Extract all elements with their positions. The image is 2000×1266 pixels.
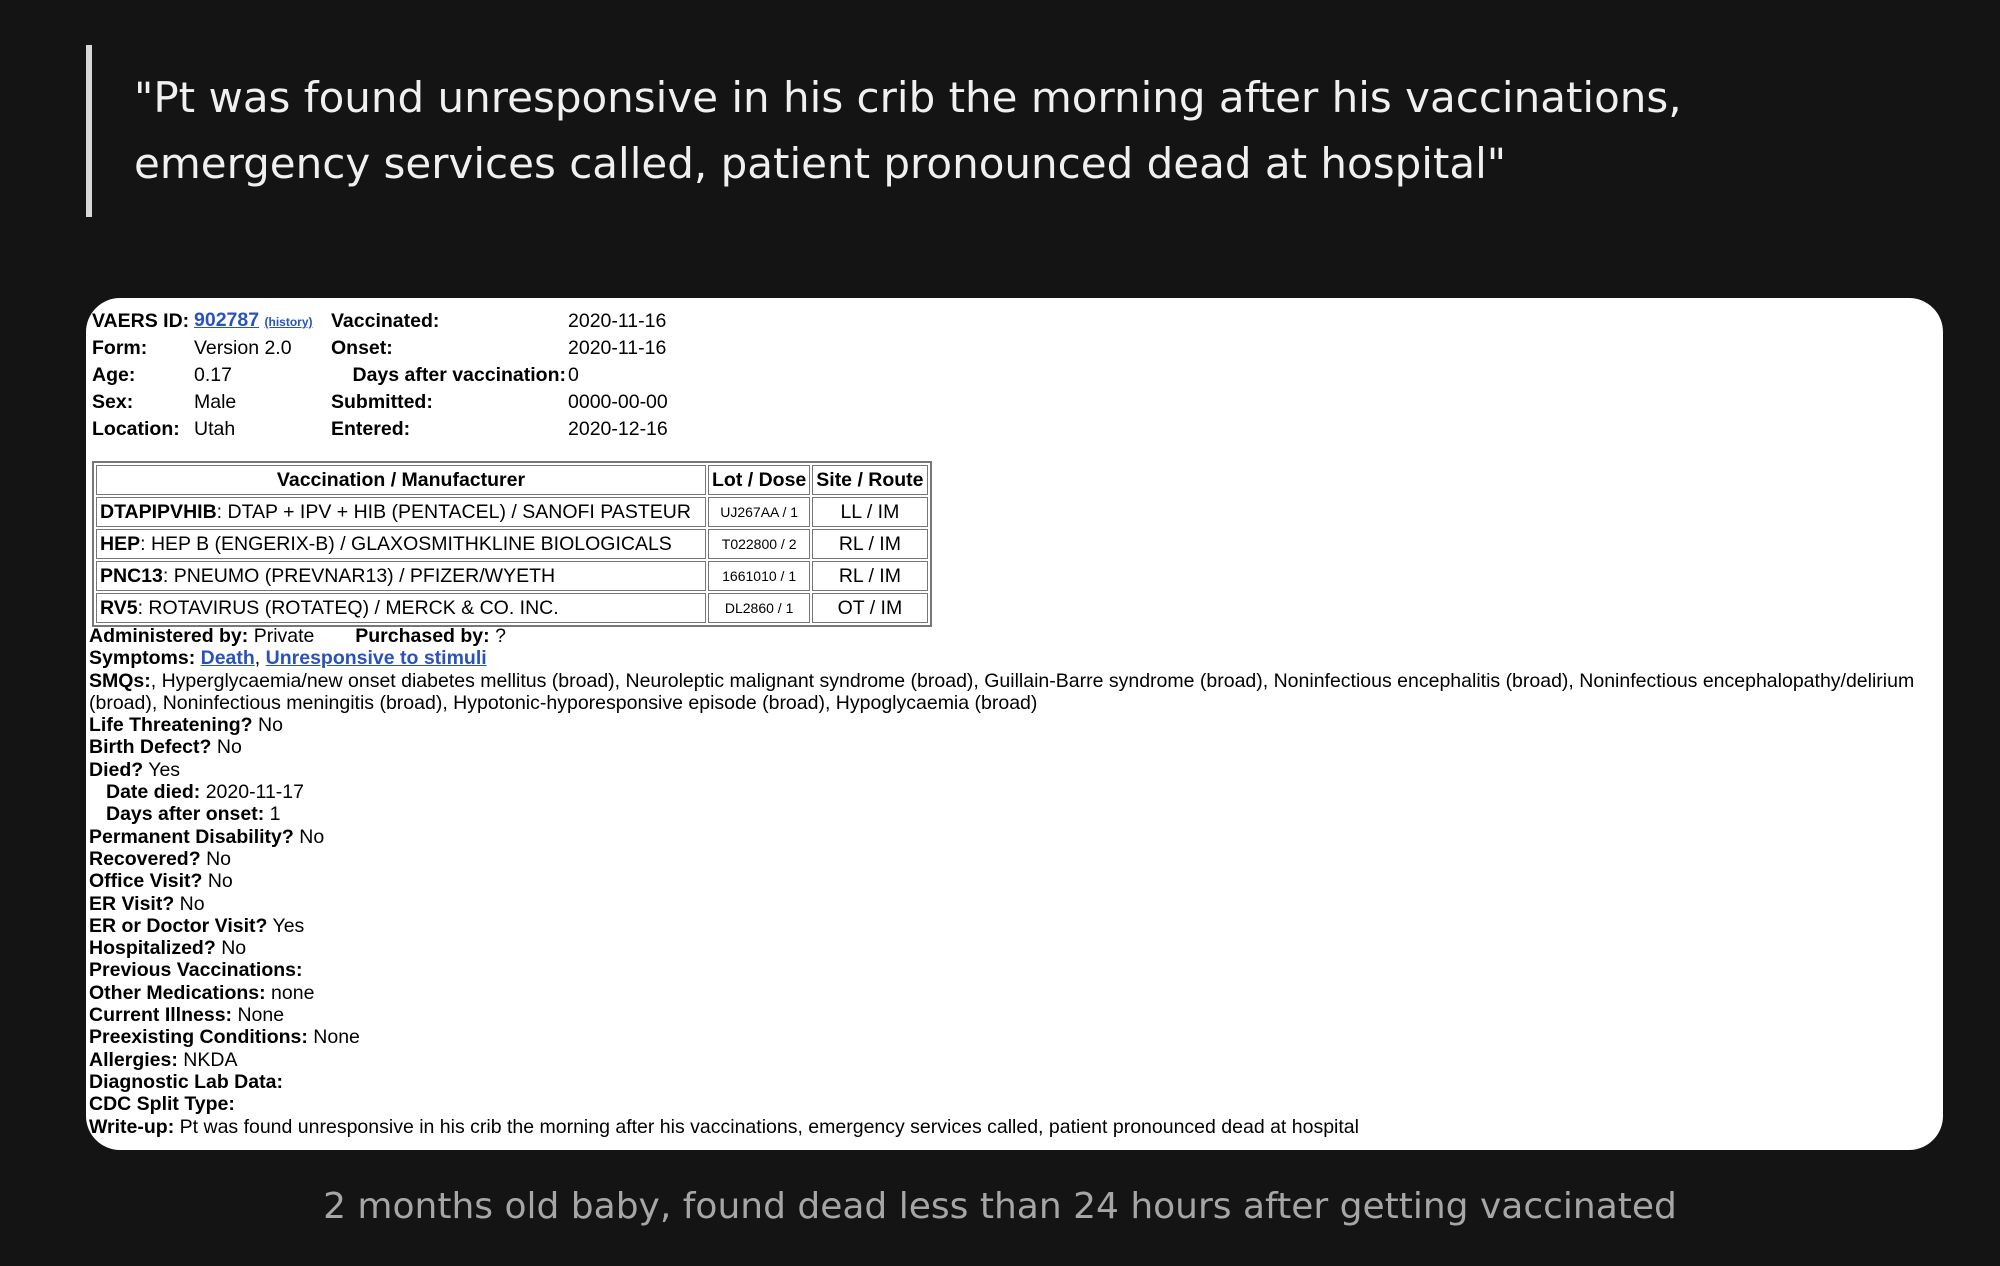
quote-text: "Pt was found unresponsive in his crib the morning after his vaccinations, emergency services called, patient pronounced dead at hospital" [134,73,1682,188]
vaccine-description: : ROTAVIRUS (ROTATEQ) / MERCK & CO. INC. [137,596,559,619]
vaccine-description: : DTAP + IPV + HIB (PENTACEL) / SANOFI PASTEUR [216,500,691,523]
lot-dose: 1661010 / 1 [708,561,810,591]
hospitalized-label: Hospitalized? [89,937,216,960]
site-route: OT / IM [812,593,927,623]
vaccination-table [92,461,932,627]
lot-dose: T022800 / 2 [708,529,810,559]
allergies-value: NKDA [183,1048,238,1071]
age-label: Age: [92,364,136,387]
preexisting-conditions-row [89,1026,1929,1048]
column-header: Lot / Dose [708,465,810,495]
lot-dose: DL2860 / 1 [708,593,810,623]
er-visit-label: ER Visit? [89,892,175,915]
cdc-split-type-label: CDC Split Type: [89,1093,235,1116]
life-threatening-row [89,714,1929,736]
writeup-label: Write-up: [89,1115,175,1138]
died-value: Yes [148,758,181,781]
table-row [96,497,928,527]
er-doctor-visit-row [89,915,1929,937]
er-visit-row [89,893,1929,915]
er-doctor-visit-value: Yes [272,914,305,937]
current-illness-label: Current Illness: [89,1004,233,1027]
onset-value: 2020-11-16 [568,337,667,360]
office-visit-row [89,870,1929,892]
days-after-vaccination-label: Days after vaccination: [352,364,566,387]
recovered-label: Recovered? [89,847,201,870]
vaccine-description: : PNEUMO (PREVNAR13) / PFIZER/WYETH [162,564,556,587]
other-medications-row [89,982,1929,1004]
vaccine-description: : HEP B (ENGERIX-B) / GLAXOSMITHKLINE BIOLOGICALS [140,532,672,555]
date-died-value: 2020-11-17 [205,781,304,804]
vaccine-code: DTAPIPVHIB [100,500,217,523]
submitted-label: Submitted: [331,391,433,414]
administered-value: Private [253,625,315,647]
previous-vaccinations-label: Previous Vaccinations: [89,959,303,982]
days-after-vaccination-value: 0 [568,364,579,387]
symptoms-row [89,647,1929,669]
hospitalized-row [89,937,1929,959]
days-after-onset-row [89,803,1929,825]
vaers-id-label: VAERS ID: [92,310,190,333]
vaccine-code: RV5 [100,596,138,619]
writeup-value: Pt was found unresponsive in his crib the morning after his vaccinations, emergency services called, patient pronounced dead at hospital [179,1115,1359,1138]
smqs-value: , Hyperglycaemia/new onset diabetes mellitus (broad), Neuroleptic malignant syndrome (broad), Guillain-Barre syndrome (broad), Noninfectious encephalitis (broad), Noninfectious encephalopathy/delirium (broad), Noninfectious meningitis (broad), Hypotonic-hyporesponsive episode (broad), Hypoglycaemia (broad) [89,669,1915,714]
date-died-row [89,781,1929,803]
administered-row [89,625,1929,647]
birth-defect-row [89,736,1929,758]
life-threatening-label: Life Threatening? [89,714,253,737]
writeup-row [89,1116,1929,1138]
other-medications-label: Other Medications: [89,981,266,1004]
symptom-link-unresponsive[interactable]: Unresponsive to stimuli [265,647,487,670]
image-caption: 2 months old baby, found dead less than 24 hours after getting vaccinated [323,1186,1677,1227]
column-header: Site / Route [812,465,927,495]
vaers-id-link[interactable]: 902787 [194,309,260,332]
smqs-row [89,670,1929,715]
recovered-row [89,848,1929,870]
entered-value: 2020-12-16 [568,418,668,441]
entered-label: Entered: [331,418,411,441]
er-doctor-visit-label: ER or Doctor Visit? [89,914,268,937]
vaccinated-value: 2020-11-16 [568,310,667,333]
allergies-row [89,1049,1929,1071]
vaccine-code: PNC13 [100,564,163,587]
er-visit-value: No [179,892,205,915]
birth-defect-value: No [216,736,242,759]
preexisting-conditions-label: Preexisting Conditions: [89,1026,308,1049]
preexisting-conditions-value: None [313,1026,360,1049]
purchased-label: Purchased by: [355,625,490,647]
form-value: Version 2.0 [194,337,292,360]
lot-dose: UJ267AA / 1 [708,497,810,527]
vaccination-table-header [96,465,928,495]
other-medications-value: none [271,981,315,1004]
site-route: RL / IM [812,561,927,591]
permanent-disability-label: Permanent Disability? [89,825,294,848]
symptom-separator: , [254,647,261,670]
cdc-split-type-row [89,1093,1929,1115]
onset-label: Onset: [331,337,393,360]
site-route: RL / IM [812,529,927,559]
record-summary [91,308,669,443]
blockquote [86,45,1886,217]
column-header: Vaccination / Manufacturer [96,465,706,495]
hospitalized-value: No [221,937,247,960]
died-label: Died? [89,758,144,781]
permanent-disability-value: No [299,825,325,848]
sex-value: Male [194,391,237,414]
diagnostic-lab-data-row [89,1071,1929,1093]
permanent-disability-row [89,826,1929,848]
current-illness-row [89,1004,1929,1026]
symptom-link-death[interactable]: Death [200,647,255,670]
died-row [89,759,1929,781]
location-value: Utah [194,418,236,441]
symptoms-label: Symptoms: [89,647,196,670]
life-threatening-value: No [258,714,283,737]
location-label: Location: [92,418,180,441]
current-illness-value: None [237,1004,285,1027]
submitted-value: 0000-00-00 [568,391,668,414]
vaccinated-label: Vaccinated: [331,310,440,333]
form-label: Form: [92,337,148,360]
birth-defect-label: Birth Defect? [89,736,212,759]
administered-label: Administered by: [89,625,249,647]
office-visit-label: Office Visit? [89,870,203,893]
sex-label: Sex: [92,391,134,414]
office-visit-value: No [207,870,233,893]
allergies-label: Allergies: [89,1048,178,1071]
smqs-label: SMQs: [89,669,151,692]
vaccine-code: HEP [100,532,141,555]
date-died-label: Date died: [106,781,201,804]
history-link[interactable]: (history) [264,315,313,330]
age-value: 0.17 [194,364,232,387]
record-details [89,625,1929,1138]
days-after-onset-label: Days after onset: [106,803,265,826]
site-route: LL / IM [812,497,927,527]
recovered-value: No [206,847,231,870]
diagnostic-lab-data-label: Diagnostic Lab Data: [89,1070,283,1093]
days-after-onset-value: 1 [269,803,281,826]
table-row [96,593,928,623]
previous-vaccinations-row [89,959,1929,981]
table-row [96,529,928,559]
vaers-record-card [86,298,1943,1150]
purchased-value: ? [495,625,506,647]
table-row [96,561,928,591]
